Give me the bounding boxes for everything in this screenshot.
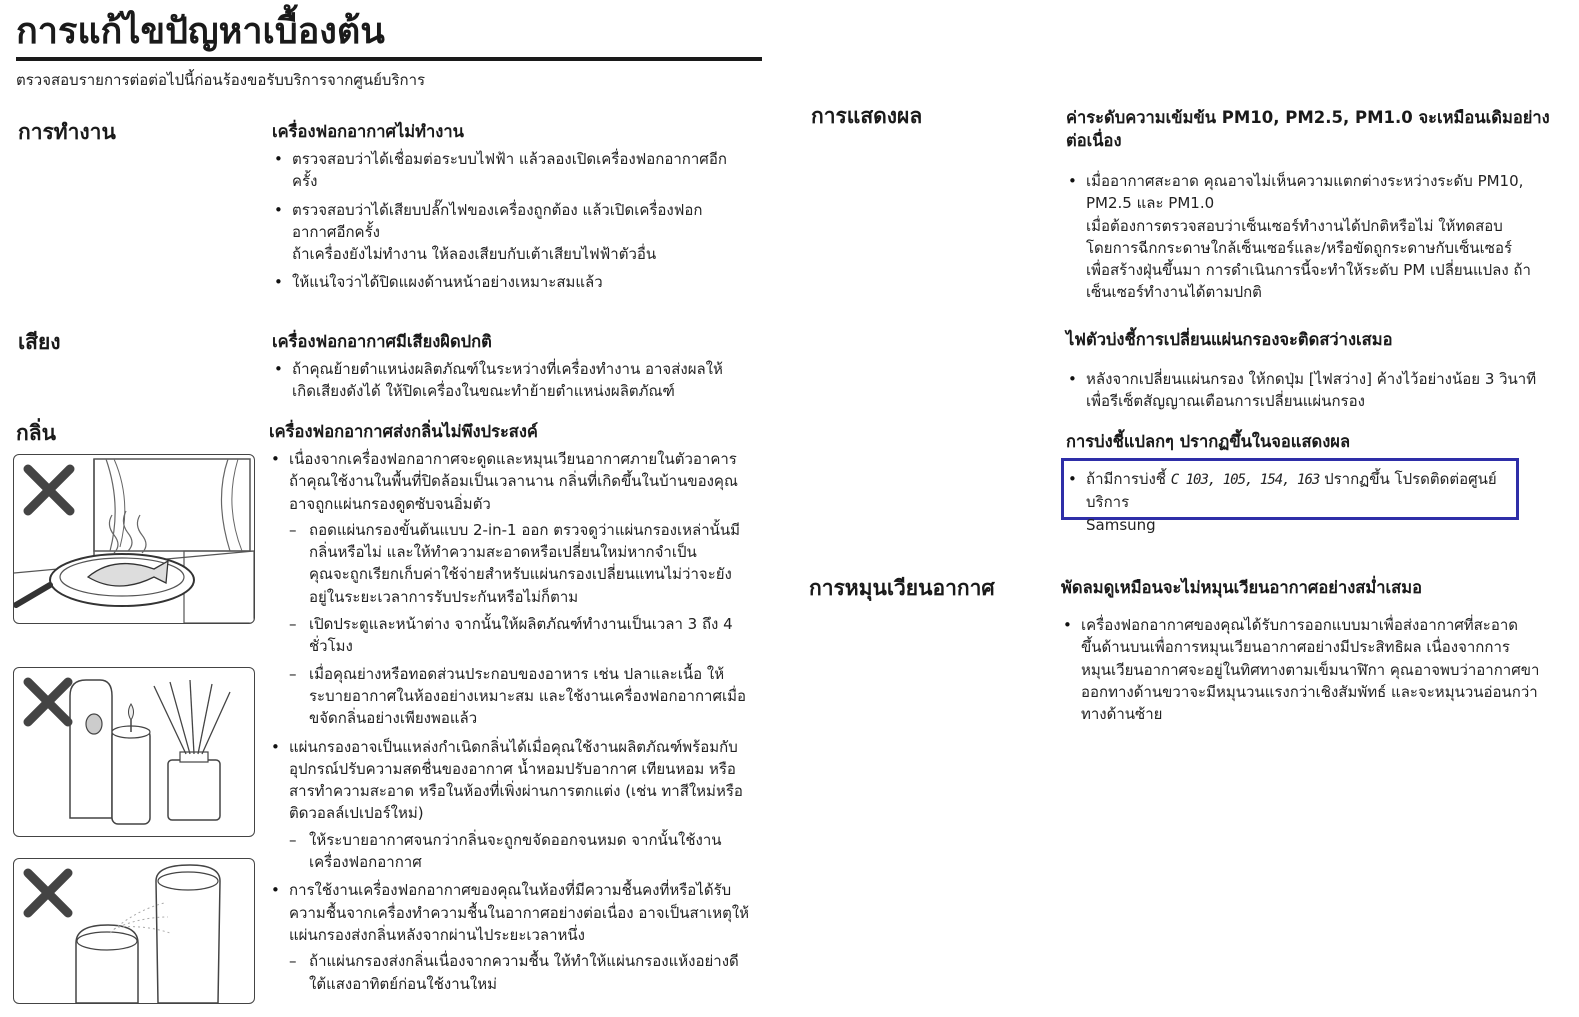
error-codes: C 103, 105, 154, 163 (1170, 472, 1320, 488)
list-item: • แผ่นกรองอาจเป็นแหล่งกำเนิดกลิ่นได้เมื่อคุณใช้งานผลิตภัณฑ์พร้อมกับ อุปกรณ์ปรับความสดชื่นของอากาศ น้ำหอมปรับอากาศ เทียนหอม หรือ สารทำความสะอาด หรือในห้องที่เพิ่งผ่านการตกแต่ง (เช่น ทาสีใหม่หรือ ติดวอลล์เปเปอร์ใหม่) – ให้ระบายอากาศจนกว่ากลิ่นจะถูกขจัดออกจนหมด จากนั้นใช้งาน เครื่องฟอกอากาศ (269, 736, 759, 874)
heading-purifier-not-working: เครื่องฟอกอากาศไม่ทำงาน (272, 122, 464, 141)
list-item: • ให้แน่ใจว่าได้ปิดแผงด้านหน้าอย่างเหมาะสมแล้ว (272, 271, 752, 293)
sub-list-item: – เปิดประตูและหน้าต่าง จากนั้นให้ผลิตภัณฑ์ทำงานเป็นเวลา 3 ถึง 4 ชั่วโมง (289, 613, 759, 658)
sub-list-item: – ถ้าแผ่นกรองส่งกลิ่นเนื่องจากความชื้น ให้ทำให้แผ่นกรองแห้งอย่างดี ใต้แสงอาทิตย์ก่อนใช้งานใหม่ (289, 950, 759, 995)
display-pm-list (1066, 170, 1561, 310)
list-item: • หลังจากเปลี่ยนแผ่นกรอง ให้กดปุ่ม [ไฟสว่าง] ค้างไว้อย่างน้อย 3 วินาที เพื่อรีเซ็ตสัญญาณเตือนการเปลี่ยนแผ่นกรอง (1066, 368, 1561, 413)
list-item: • ถ้ามีการบ่งชี้ C 103, 105, 154, 163 ปรากฏขึ้น โปรดติดต่อศูนย์บริการ Samsung (1066, 468, 1511, 536)
heading-abnormal-noise: เครื่องฟอกอากาศมีเสียงผิดปกติ (272, 332, 492, 351)
operation-list (272, 148, 752, 300)
x-mark-icon (28, 469, 70, 511)
title-underline (16, 57, 762, 61)
section-label-display: การแสดงผล (811, 104, 923, 128)
page-title: การแก้ไขปัญหาเบื้องต้น (16, 11, 385, 52)
list-item: • ถ้าคุณย้ายตำแหน่งผลิตภัณฑ์ในระหว่างที่เครื่องทำงาน อาจส่งผลให้ เกิดเสียงดังได้ ให้ปิดเครื่องในขณะทำย้ายตำแหน่งผลิตภัณฑ์ (272, 358, 752, 403)
sub-list-item: – เมื่อคุณย่างหรือทอดส่วนประกอบของอาหาร เช่น ปลาและเนื้อ ให้ ระบายอากาศในห้องอย่างเหมาะสม และใช้งานเครื่องฟอกอากาศเมื่อ ขจัดกลิ่นอย่างเพียงพอแล้ว (289, 663, 759, 730)
x-mark-icon (28, 682, 68, 722)
heading-fan-uneven: พัดลมดูเหมือนจะไม่หมุนเวียนอากาศอย่างสม่ำเสมอ (1061, 578, 1422, 597)
illustration-air-fresheners (13, 667, 255, 837)
page-subtitle: ตรวจสอบรายการต่อต่อไปนี้ก่อนร้องขอรับบริการจากศูนย์บริการ (16, 71, 426, 89)
section-label-noise: เสียง (18, 330, 61, 354)
list-item: • เมื่ออากาศสะอาด คุณอาจไม่เห็นความแตกต่างระหว่างระดับ PM10, PM2.5 และ PM1.0 เมื่อต้องการตรวจสอบว่าเซ็นเซอร์ทำงานได้ปกติหรือไม่ ให้ทดสอบ โดยการฉีกกระดาษใกล้เซ็นเซอร์และ/หรือขัดถูกระดาษกับเซ็นเซอร์ เพื่อสร้างฝุ่นขึ้นมา การดำเนินการนี้จะทำให้ระดับ PM เปลี่ยนแปลง ถ้า เซ็นเซอร์ทำงานได้ตามปกติ (1066, 170, 1561, 304)
section-label-operation: การทำงาน (18, 120, 116, 144)
heading-filter-indicator-on: ไฟตัวบ่งชี้การเปลี่ยนแผ่นกรองจะติดสว่างเสมอ (1066, 330, 1393, 349)
section-label-odor: กลิ่น (16, 421, 56, 445)
sub-list-item: – ถอดแผ่นกรองขั้นต้นแบบ 2-in-1 ออก ตรวจดูว่าแผ่นกรองเหล่านั้นมี กลิ่นหรือไม่ และให้ทำความสะอาดหรือเปลี่ยนใหม่หากจำเป็น คุณจะถูกเรียกเก็บค่าใช้จ่ายสำหรับแผ่นกรองเปลี่ยนแทนไม่ว่าจะยัง อยู่ในระยะเวลาการรับประกันหรือไม่ก็ตาม (289, 519, 759, 608)
list-item: • ตรวจสอบว่าได้เสียบปลั๊กไฟของเครื่องถูกต้อง แล้วเปิดเครื่องฟอก อากาศอีกครั้ง ถ้าเครื่องยังไม่ทำงาน ให้ลองเสียบกับเต้าเสียบไฟฟ้าตัวอื่น (272, 199, 752, 266)
list-item: • การใช้งานเครื่องฟอกอากาศของคุณในห้องที่มีความชื้นคงที่หรือได้รับ ความชื้นจากเครื่องทำความชื้นในอากาศอย่างต่อเนื่อง อาจเป็นสาเหตุให้ แผ่นกรองส่งกลิ่นหลังจากผ่านไประยะเวลาหนึ่ง – ถ้าแผ่นกรองส่งกลิ่นเนื่องจากความชื้น ให้ทำให้แผ่นกรองแห้งอย่างดี ใต้แสงอาทิตย์ก่อนใช้งานใหม่ (269, 879, 759, 994)
illustration-frying-fish (13, 454, 255, 624)
heading-strange-indication: การบ่งชี้แปลกๆ ปรากฏขึ้นในจอแสดงผล (1066, 432, 1351, 451)
display-filter-list (1066, 368, 1561, 419)
list-item: • ตรวจสอบว่าได้เชื่อมต่อระบบไฟฟ้า แล้วลองเปิดเครื่องฟอกอากาศอีก ครั้ง (272, 148, 752, 193)
heading-unpleasant-odor: เครื่องฟอกอากาศส่งกลิ่นไม่พึงประสงค์ (269, 422, 538, 441)
airflow-list (1061, 614, 1561, 731)
odor-list (269, 448, 759, 1001)
section-label-airflow: การหมุนเวียนอากาศ (809, 576, 995, 600)
list-item: • เนื่องจากเครื่องฟอกอากาศจะดูดและหมุนเวียนอากาศภายในตัวอาคาร ถ้าคุณใช้งานในพื้นที่ปิดล้อมเป็นเวลานาน กลิ่นที่เกิดขึ้นในบ้านของคุณ อาจถูกแผ่นกรองดูดซับจนอิ่มตัว – ถอดแผ่นกรองขั้นต้นแบบ 2-in-1 ออก ตรวจดูว่าแผ่นกรองเหล่านั้นมี กลิ่นหรือไม่ และให้ทำความสะอาดหรือเปลี่ยนใหม่หากจำเป็น คุณจะถูกเรียกเก็บค่าใช้จ่ายสำหรับแผ่นกรองเปลี่ยนแทนไม่ว่าจะยัง อยู่ในระยะเวลาการรับประกันหรือไม่ก็ตาม – เปิดประตูและหน้าต่าง จากนั้นให้ผลิตภัณฑ์ทำงานเป็นเวลา 3 ถึง 4 ชั่วโมง – เมื่อคุณย่างหรือทอดส่วนประกอบของอาหาร เช่น ปลาและเนื้อ ให้ ระบายอากาศในห้องอย่างเหมาะสม และใช้งานเครื่องฟอกอากาศเมื่อ ขจัดกลิ่นอย่างเพียงพอแล้ว (269, 448, 759, 730)
sub-list (289, 950, 759, 995)
illustration-humidifier (13, 858, 255, 1004)
sub-list (289, 829, 759, 874)
x-mark-icon (28, 873, 68, 913)
noise-list (272, 358, 752, 409)
heading-pm-values-constant: ค่าระดับความเข้มข้น PM10, PM2.5, PM1.0 จะเหมือนเดิมอย่าง ต่อเนื่อง (1066, 108, 1550, 150)
sub-list (289, 519, 759, 730)
display-error-list (1066, 468, 1511, 542)
list-item: • เครื่องฟอกอากาศของคุณได้รับการออกแบบมาเพื่อส่งอากาศที่สะอาด ขึ้นด้านบนเพื่อการหมุนเวียนอากาศอย่างมีประสิทธิผล เนื่องจากการ หมุนเวียนอากาศจะอยู่ในทิศทางตามเข็มนาฬิกา คุณอาจพบว่าอากาศขา ออกทางด้านขวาจะมีหมุนวนแรงกว่าเชิงสัมพัทธ์ และจะหมุนวนอ่อนกว่า ทางด้านซ้าย (1061, 614, 1561, 725)
sub-list-item: – ให้ระบายอากาศจนกว่ากลิ่นจะถูกขจัดออกจนหมด จากนั้นใช้งาน เครื่องฟอกอากาศ (289, 829, 759, 874)
